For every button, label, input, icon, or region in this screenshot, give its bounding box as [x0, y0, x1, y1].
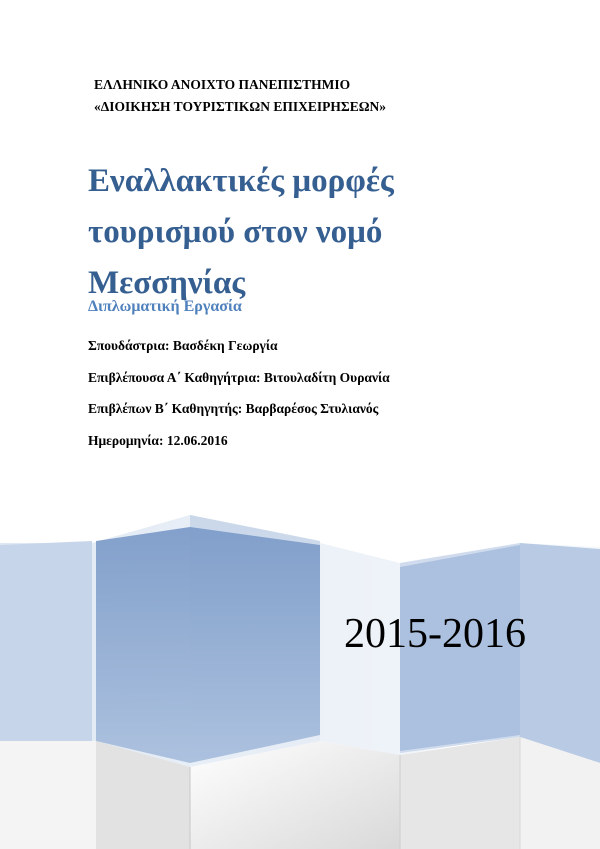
- title-line-3: Μεσσηνίας: [88, 265, 246, 301]
- panel-blue-main: [96, 527, 320, 763]
- title-line-1: Εναλλακτικές μορφές: [88, 163, 394, 199]
- academic-year: 2015-2016: [344, 611, 526, 657]
- supervisor-b: Επιβλέπων Β΄ Καθηγητής: Βαρβαρέσος Στυλιανός: [88, 401, 379, 416]
- title-line-2: τουρισμού στον νομό: [88, 214, 383, 250]
- program-name: «ΔΙΟΙΚΗΣΗ ΤΟΥΡΙΣΤΙΚΩΝ ΕΠΙΧΕΙΡΗΣΕΩΝ»: [94, 99, 387, 114]
- university-name: ΕΛΛΗΝΙΚΟ ΑΝΟΙΧΤΟ ΠΑΝΕΠΙΣΤΗΜΙΟ: [94, 77, 351, 92]
- institution-header: [94, 74, 386, 118]
- supervisor-a: Επιβλέπουσα Α΄ Καθηγήτρια: Βιτουλαδίτη Ουρανία: [88, 370, 390, 385]
- panel-box-left: [0, 741, 96, 849]
- thesis-subtitle: Διπλωματική Εργασία: [88, 298, 242, 315]
- decorative-panels: [0, 505, 600, 849]
- panel-light-far: [520, 543, 600, 763]
- panel-light-left: [0, 541, 92, 745]
- student-name: Σπουδάστρια: Βασδέκη Γεωργία: [88, 338, 278, 353]
- submission-date: Ημερομηνία: 12.06.2016: [88, 433, 228, 448]
- thesis-title: [88, 156, 528, 309]
- panel-box-side-right: [400, 737, 520, 849]
